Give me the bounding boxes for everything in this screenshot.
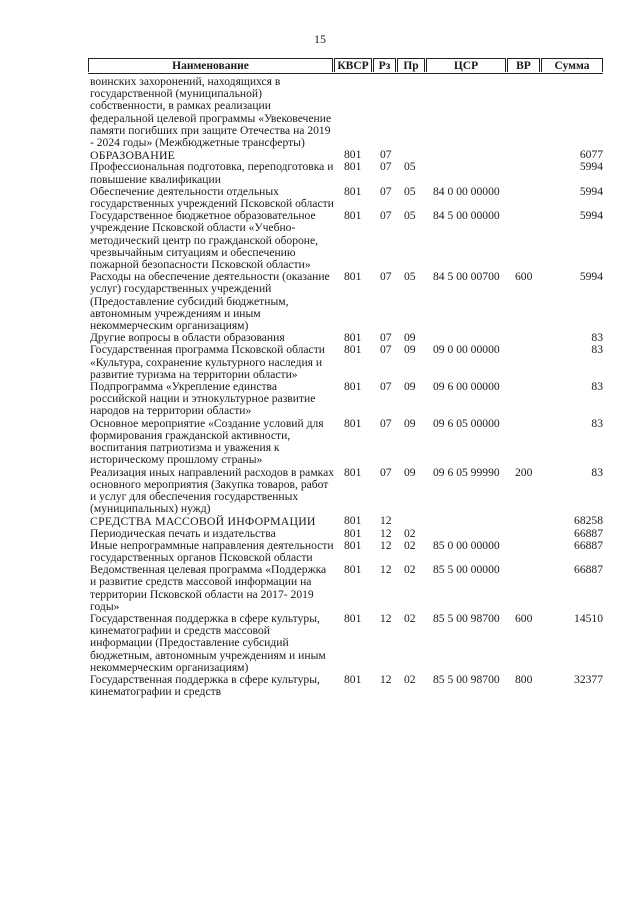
row-kvsr: 801 — [344, 209, 362, 223]
row-name: Подпрограмма «Укрепление единства российской нации и этнокультурное развитие народов на территории области» — [90, 380, 316, 418]
row-sum: 66887 — [574, 538, 603, 552]
row-pr: 09 — [404, 343, 416, 357]
row-kvsr: 801 — [344, 160, 362, 174]
row-name: Государственная поддержка в сфере культуры, кинематографии и средств — [90, 672, 320, 699]
header-sum: Сумма — [541, 58, 603, 72]
header-csr: ЦСР — [426, 58, 506, 72]
row-csr: 85 0 00 00000 — [433, 538, 500, 552]
row-rz: 12 — [380, 514, 392, 528]
row-sum: 83 — [591, 465, 603, 479]
row-rz: 12 — [380, 672, 392, 686]
row-sum: 5994 — [579, 209, 603, 223]
page-number: 15 — [314, 32, 326, 46]
table-row — [88, 271, 603, 332]
row-rz: 07 — [380, 160, 392, 174]
table-row — [88, 540, 603, 564]
row-rz: 07 — [380, 331, 392, 345]
row-name: Расходы на обеспечение деятельности (оказание услуг) государственных учреждений (Предоставление субсидий бюджетным, автономным учреждениям и иным некоммерческим организациям) — [90, 270, 330, 333]
header-rz: Рз — [373, 58, 396, 72]
row-kvsr: 801 — [344, 672, 362, 686]
row-rz: 12 — [380, 563, 392, 577]
row-sum: 68258 — [574, 514, 603, 528]
row-csr: 84 5 00 00700 — [433, 270, 500, 284]
row-rz: 12 — [380, 611, 392, 625]
row-pr: 05 — [404, 270, 416, 284]
table-row — [88, 186, 603, 210]
row-sum: 5994 — [579, 184, 603, 198]
row-pr: 02 — [404, 563, 416, 577]
row-kvsr: 801 — [344, 270, 362, 284]
row-csr: 85 5 00 98700 — [433, 672, 500, 686]
row-sum: 83 — [591, 380, 603, 394]
row-pr: 05 — [404, 184, 416, 198]
row-kvsr: 801 — [344, 538, 362, 552]
row-name: Профессиональная подготовка, переподготовка и повышение квалификации — [90, 160, 334, 186]
row-sum: 83 — [591, 343, 603, 357]
row-pr: 02 — [404, 526, 416, 540]
row-csr: 84 0 00 00000 — [433, 184, 500, 198]
row-rz: 07 — [380, 209, 392, 223]
row-pr: 02 — [404, 538, 416, 552]
row-name: Основное мероприятие «Создание условий для формирования гражданской активности, воспитания патриотизма и уважения к историческому прошлому страны» — [90, 416, 324, 467]
row-name: ОБРАЗОВАНИЕ — [90, 148, 176, 163]
row-rz: 07 — [380, 343, 392, 357]
table-row — [88, 210, 603, 271]
row-rz: 07 — [380, 270, 392, 284]
row-name: Государственная программа Псковской области «Культура, сохранение культурного наследия и развитие туризма на территории области» — [90, 343, 325, 381]
row-rz: 07 — [380, 416, 392, 430]
table-row — [88, 418, 603, 467]
table-row — [88, 467, 603, 516]
row-rz: 07 — [380, 148, 392, 162]
table-row — [88, 613, 603, 674]
row-name: Другие вопросы в области образования — [90, 331, 285, 345]
header-pr: Пр — [397, 58, 425, 72]
budget-table — [88, 58, 603, 698]
row-kvsr: 801 — [344, 331, 362, 345]
row-kvsr: 801 — [344, 526, 362, 540]
table-row — [88, 515, 603, 527]
row-sum: 32377 — [574, 672, 603, 686]
row-pr: 09 — [404, 465, 416, 479]
table-row — [88, 76, 603, 149]
row-vr: 600 — [515, 270, 533, 284]
row-csr: 09 6 05 99990 — [433, 465, 500, 479]
row-rz: 07 — [380, 184, 392, 198]
table-row — [88, 344, 603, 381]
row-kvsr: 801 — [344, 563, 362, 577]
row-kvsr: 801 — [344, 465, 362, 479]
row-pr: 09 — [404, 331, 416, 345]
row-sum: 6077 — [579, 148, 603, 162]
row-pr: 05 — [404, 160, 416, 174]
row-name: Государственное бюджетное образовательное учреждение Псковской области «Учебно-методический центр по гражданской обороне, чрезвычайным ситуациям и обеспечению пожарной безопасности Псковской области» — [90, 209, 319, 272]
table-row — [88, 674, 603, 698]
row-vr: 600 — [515, 611, 533, 625]
row-csr: 85 5 00 98700 — [433, 611, 500, 625]
row-name: воинских захоронений, находящихся в государственной (муниципальной) собственности, в рамках реализации федеральной целевой программы «Увековечение памяти погибших при защите Отечества на 2019 - 2024 годы» (Межбюджетные трансферты) — [90, 75, 332, 150]
row-csr: 09 0 00 00000 — [433, 343, 500, 357]
row-sum: 5994 — [579, 270, 603, 284]
row-kvsr: 801 — [344, 416, 362, 430]
row-pr: 02 — [404, 672, 416, 686]
row-name: Периодическая печать и издательства — [90, 526, 276, 540]
row-pr: 09 — [404, 416, 416, 430]
row-pr: 09 — [404, 380, 416, 394]
row-kvsr: 801 — [344, 514, 362, 528]
table-body — [88, 76, 603, 698]
row-csr: 84 5 00 00000 — [433, 209, 500, 223]
row-rz: 12 — [380, 538, 392, 552]
row-pr: 02 — [404, 611, 416, 625]
row-csr: 85 5 00 00000 — [433, 563, 500, 577]
row-name: Ведомственная целевая программа «Поддержка и развитие средств массовой информации на территории Псковской области на 2017- 2019 годы» — [90, 563, 327, 613]
table-header — [88, 58, 603, 76]
row-sum: 66887 — [574, 526, 603, 540]
row-kvsr: 801 — [344, 148, 362, 162]
row-sum: 66887 — [574, 563, 603, 577]
table-row — [88, 381, 603, 418]
header-rule — [88, 73, 603, 74]
row-csr: 09 6 05 00000 — [433, 416, 500, 430]
row-sum: 83 — [591, 416, 603, 430]
row-name: Иные непрограммные направления деятельности государственных органов Псковской области — [90, 538, 334, 564]
row-sum: 83 — [591, 331, 603, 345]
row-name: Государственная поддержка в сфере культуры, кинематографии и средств массовой информации (Предоставление субсидий бюджетным, автономным учреждениям и иным некоммерческим организациям) — [90, 611, 326, 674]
header-kvsr: КВСР — [334, 58, 372, 72]
row-name: Обеспечение деятельности отдельных государственных учреждений Псковской области — [90, 184, 334, 211]
table-row — [88, 528, 603, 540]
row-sum: 14510 — [574, 611, 603, 625]
row-rz: 12 — [380, 526, 392, 540]
row-rz: 07 — [380, 465, 392, 479]
table-row — [88, 161, 603, 185]
row-kvsr: 801 — [344, 343, 362, 357]
row-kvsr: 801 — [344, 380, 362, 394]
header-name: Наименование — [88, 58, 333, 72]
row-rz: 07 — [380, 380, 392, 394]
row-name: Реализация иных направлений расходов в рамках основного мероприятия (Закупка товаров, работ и услуг для обеспечения государственных (муниципальных) нужд) — [90, 465, 335, 516]
row-vr: 800 — [515, 672, 533, 686]
row-pr: 05 — [404, 209, 416, 223]
row-kvsr: 801 — [344, 184, 362, 198]
row-name: СРЕДСТВА МАССОВОЙ ИНФОРМАЦИИ — [90, 514, 316, 529]
row-sum: 5994 — [579, 160, 603, 174]
row-csr: 09 6 00 00000 — [433, 380, 500, 394]
table-row — [88, 564, 603, 613]
row-kvsr: 801 — [344, 611, 362, 625]
header-vr: ВР — [507, 58, 540, 72]
row-vr: 200 — [515, 465, 533, 479]
